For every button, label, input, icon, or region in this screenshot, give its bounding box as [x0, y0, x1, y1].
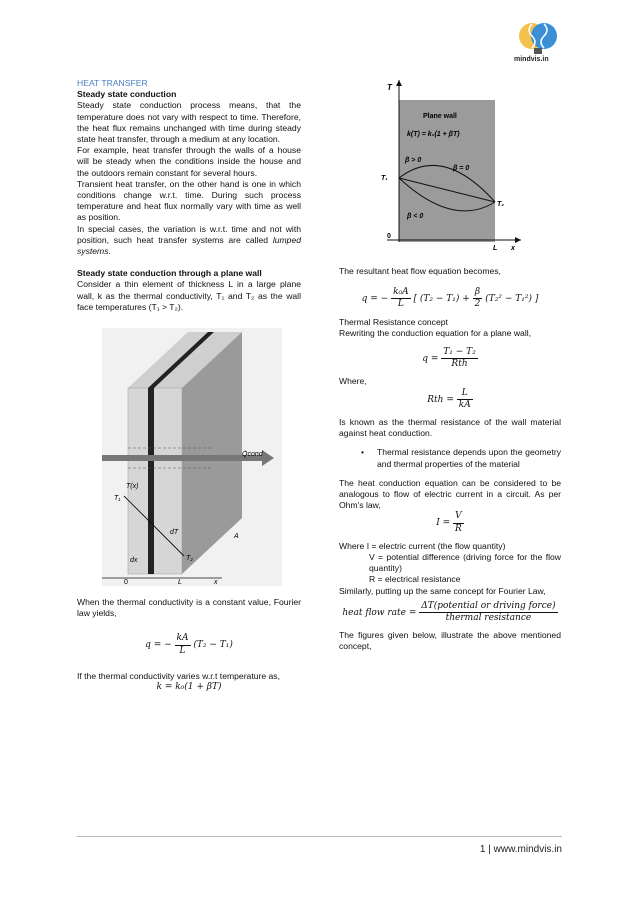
logo-text: mindvis.in	[514, 56, 549, 63]
text-span: .	[108, 246, 111, 257]
plane-wall-figure	[102, 328, 282, 586]
wall-title: Plane wall	[423, 113, 457, 120]
paragraph: When the thermal conductivity is a constant value, Fourier law yields,	[77, 597, 301, 619]
heading-plane-wall: Steady state conduction through a plane wall	[77, 268, 262, 279]
paragraph: If the thermal conductivity varies w.r.t temperature as,	[77, 670, 280, 681]
eq-denominator: L	[397, 299, 404, 310]
t1-label: T₁	[114, 495, 121, 502]
t-axis-label: T	[387, 83, 392, 92]
paragraph: Is known as the thermal resistance of the wall material against heat conduction.	[339, 417, 561, 439]
x-label: x	[214, 579, 218, 586]
section-title: HEAT TRANSFER	[77, 78, 148, 88]
heading-steady-state: Steady state conduction	[77, 89, 177, 100]
t1-label: T₁	[381, 175, 388, 182]
l-label: L	[493, 245, 498, 252]
paragraph	[77, 224, 301, 258]
resistance-form-equation	[339, 347, 561, 370]
paragraph: Similarly, putting up the same concept for Fourier Law,	[339, 585, 546, 596]
eq-part: q = −	[145, 640, 172, 651]
eq-numerator: V	[453, 511, 464, 523]
dx-label: dx	[130, 557, 138, 564]
left-column-lower	[77, 597, 301, 693]
eq-part: [ (T₂ − T₁) +	[413, 294, 470, 305]
eq-numerator: T₁ − T₂	[441, 347, 477, 359]
paragraph: R = electrical resistance	[369, 574, 461, 585]
paragraph: Rewriting the conduction equation for a plane wall,	[339, 327, 532, 338]
eq-denominator: 2	[474, 299, 481, 310]
l-label: L	[178, 579, 182, 586]
variable-k-equation	[339, 287, 561, 310]
eq-part: q =	[422, 354, 439, 365]
beta-positive-label: β > 0	[405, 157, 422, 164]
ohms-law-equation	[339, 511, 561, 534]
conductivity-equation: k = k₀(1 + βT)	[156, 682, 222, 693]
qcond-label: Q̇cond	[242, 451, 263, 458]
eq-numerator: kA	[175, 633, 191, 645]
eq-numerator: β	[473, 287, 483, 299]
paragraph: For example, heat transfer through the walls of a house will be steady when the conditions inside the house and the outdoors remain constant for several hours.	[77, 145, 301, 178]
fourier-equation	[77, 633, 301, 656]
paragraph: The heat conduction equation can be considered to be analogous to flow of electric current in a circuit. As per Ohm's law,	[339, 477, 561, 511]
italic-term: lumped systems	[77, 234, 301, 257]
heading-thermal-resistance: Thermal Resistance concept	[339, 316, 448, 327]
paragraph: V = potential difference (driving force for the flow quantity)	[369, 552, 561, 574]
eq-numerator: L	[457, 388, 473, 400]
x-label: x	[511, 245, 515, 252]
eq-numerator: ΔT(potential or driving force)	[419, 601, 557, 613]
eq-part: (T₂² − T₁²) ]	[485, 294, 539, 305]
kt-label: k(T) = k₀(1 + βT)	[407, 131, 460, 138]
eq-denominator: kA	[458, 399, 471, 410]
bullet-text: Thermal resistance depends upon the geometry and thermal properties of the material	[377, 447, 561, 469]
paragraph: The figures given below, illustrate the above mentioned concept,	[339, 630, 561, 652]
bullet-item	[361, 447, 561, 469]
where-label: Where,	[339, 376, 367, 387]
paragraph: Consider a thin element of thickness L in a large plane wall, k as the thermal conductivity, T₁ and T₂ as the wall face temperatures (T₁ > T₂).	[77, 279, 301, 312]
eq-part: Rth =	[427, 394, 454, 405]
dt-label: dT	[170, 529, 179, 536]
eq-denominator: L	[179, 645, 186, 656]
heat-flow-rate-equation	[339, 601, 561, 624]
eq-denominator: thermal resistance	[445, 613, 532, 624]
t2-label: T₂	[186, 555, 193, 562]
eq-part: I =	[436, 518, 451, 529]
paragraph: Transient heat transfer, on the other hand is one in which conditions change w.r.t. time. During such process temperature and heat flux normally vary with time as well as position.	[77, 178, 301, 223]
paragraph: Steady state conduction process means, that the temperature does not vary with respect to time. Therefore, the heat flux remains unchanged with time during steady state heat transfer, through a medium at any location.	[77, 100, 301, 145]
area-label: A	[234, 533, 239, 540]
eq-part: q = −	[361, 294, 389, 305]
paragraph: The resultant heat flow equation becomes,	[339, 266, 501, 276]
bullet-icon: •	[361, 447, 365, 458]
eq-numerator: k₀A	[391, 287, 411, 299]
beta-negative-label: β < 0	[407, 213, 424, 220]
rth-equation	[339, 388, 561, 411]
eq-denominator: Rth	[451, 359, 468, 370]
right-column	[339, 266, 561, 653]
text-span: In special cases, the variation is w.r.t. time and not with position, such heat transfer systems are called	[77, 223, 301, 245]
origin-label: 0	[124, 579, 128, 586]
tx-label: T(x)	[126, 483, 139, 490]
variable-conductivity-figure	[373, 80, 525, 252]
page-footer: 1 | www.mindvis.in	[479, 844, 562, 855]
eq-denominator: R	[455, 523, 462, 534]
left-column	[77, 78, 301, 313]
origin-label: 0	[387, 233, 391, 240]
t2-label: T₂	[497, 201, 504, 208]
paragraph: Where I = electric current (the flow quantity)	[339, 540, 506, 551]
footer-divider	[77, 836, 562, 837]
eq-part: (T₂ − T₁)	[193, 640, 233, 651]
beta-zero-label: β = 0	[453, 165, 470, 172]
eq-part: heat flow rate =	[342, 608, 417, 619]
